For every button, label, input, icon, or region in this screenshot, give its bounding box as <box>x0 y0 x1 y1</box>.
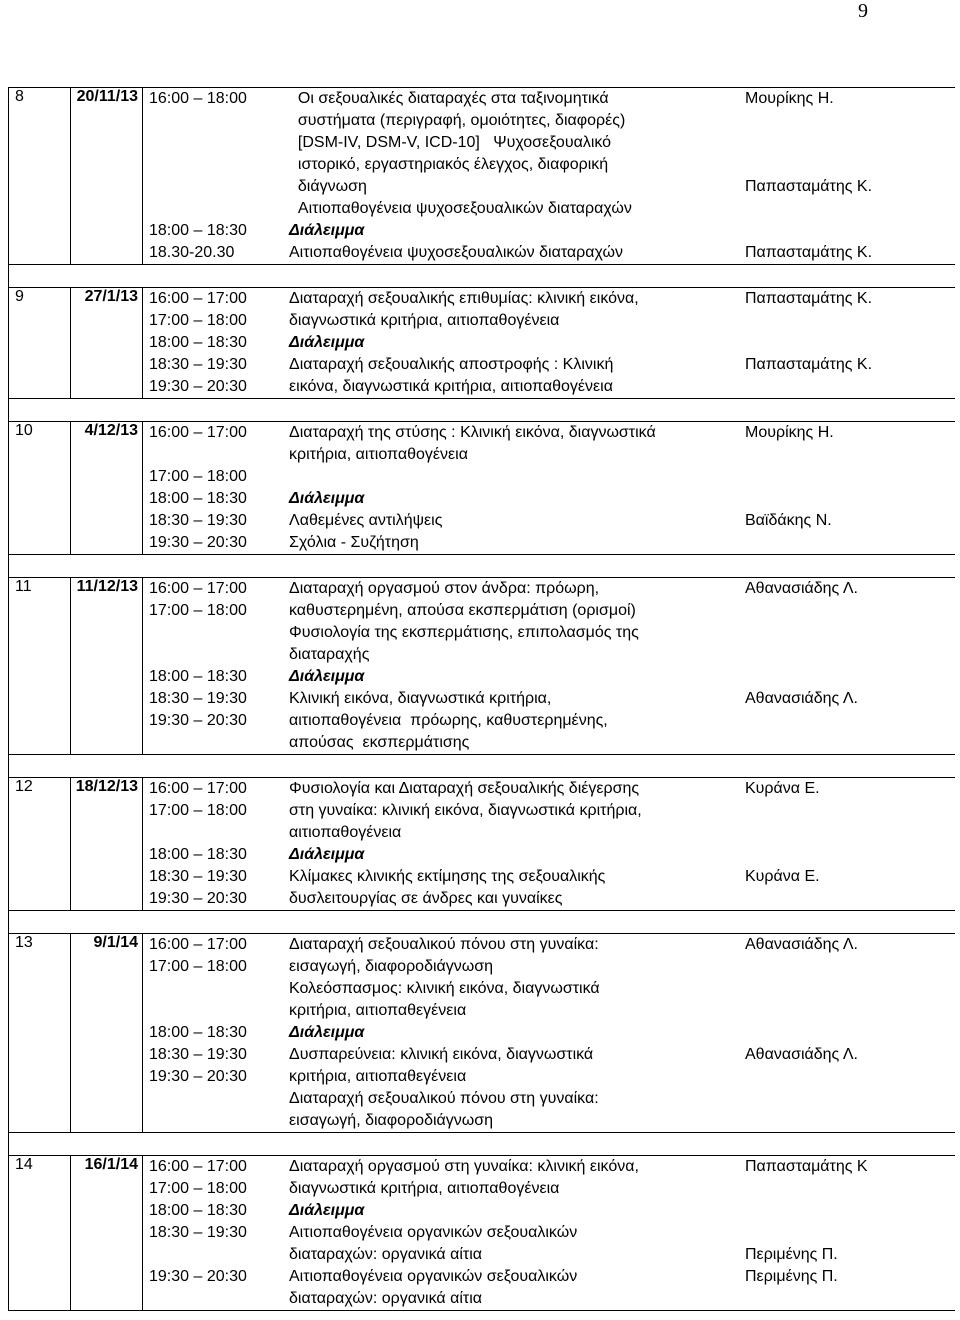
time-slot: 18:00 – 18:30 <box>149 222 247 239</box>
topic-text: Διαταραχή σεξουαλικής αποστροφής : Κλινική <box>289 356 614 373</box>
topic-text: κριτήρια, αιτιοπαθογένεια <box>289 446 468 463</box>
session-number: 10 <box>9 422 71 555</box>
schedule-line <box>143 444 955 466</box>
speaker-name <box>745 1000 955 1022</box>
time-slot: 18:00 – 18:30 <box>149 490 247 507</box>
schedule-line <box>143 466 955 488</box>
time-slot <box>143 1288 289 1310</box>
topic-text: Διαταραχή οργασμού στη γυναίκα: κλινική εικόνα, <box>289 1158 639 1175</box>
speaker-name: Παπασταμάτης Κ <box>745 1158 868 1175</box>
time-slot <box>143 1000 289 1022</box>
schedule-line <box>143 1244 955 1266</box>
schedule-line <box>143 1110 955 1132</box>
schedule-line <box>143 688 955 710</box>
topic-text: διαταραχών: οργανικά αίτια <box>289 1246 482 1263</box>
time-slot: 18:00 – 18:30 <box>149 334 247 351</box>
session-details <box>143 1156 955 1311</box>
time-slot: 18:30 – 19:30 <box>149 512 247 529</box>
row-separator-cell <box>9 399 955 422</box>
page-number: 9 <box>858 0 868 22</box>
speaker-name: Αθανασιάδης Λ. <box>745 1046 858 1063</box>
topic-text: Διαταραχή σεξουαλικού πόνου στη γυναίκα: <box>289 936 599 953</box>
speaker-name <box>745 1066 955 1088</box>
session-row <box>9 1156 955 1311</box>
session-row <box>9 778 955 911</box>
speaker-name <box>745 376 955 398</box>
session-details <box>143 578 955 755</box>
speaker-name <box>745 488 955 510</box>
schedule-line <box>143 1156 955 1178</box>
topic-text: απούσας εκσπερμάτισης <box>289 734 470 751</box>
row-separator <box>9 755 955 778</box>
speaker-name <box>745 732 955 754</box>
topic-text: ιστορικό, εργαστηριακός έλεγχος, διαφορική <box>289 156 609 173</box>
time-slot: 18:00 – 18:30 <box>149 846 247 863</box>
row-separator-cell <box>9 265 955 288</box>
session-date: 18/12/13 <box>71 778 143 911</box>
row-separator <box>9 1133 955 1156</box>
topic-text: αιτιοπαθογένεια πρόωρης, καθυστερημένης, <box>289 712 608 729</box>
schedule-line <box>143 800 955 822</box>
topic-text: Δυσπαρεύνεια: κλινική εικόνα, διαγνωστικά <box>289 1046 594 1063</box>
speaker-name <box>745 532 955 554</box>
speaker-name <box>745 822 955 844</box>
time-slot: 19:30 – 20:30 <box>149 378 247 395</box>
row-separator-cell <box>9 755 955 778</box>
topic-text: Λαθεμένες αντιλήψεις <box>289 512 443 529</box>
time-slot <box>143 1110 289 1132</box>
topic-text: Διάλειμμα <box>289 1202 365 1219</box>
schedule-line <box>143 888 955 910</box>
time-slot: 17:00 – 18:00 <box>149 802 247 819</box>
speaker-name <box>745 1200 955 1222</box>
row-separator-cell <box>9 555 955 578</box>
session-date: 27/1/13 <box>71 288 143 399</box>
topic-text: εισαγωγή, διαφοροδιάγνωση <box>289 958 494 975</box>
break-line <box>143 332 955 354</box>
break-line <box>143 666 955 688</box>
topic-text: Αιτιοπαθογένεια οργανικών σεξουαλικών <box>289 1224 578 1241</box>
time-slot: 16:00 – 18:00 <box>149 90 247 107</box>
topic-text: Διάλειμμα <box>289 846 365 863</box>
speaker-name <box>745 800 955 822</box>
time-slot <box>143 198 289 220</box>
topic-text: διάγνωση <box>289 178 367 195</box>
break-line <box>143 1022 955 1044</box>
time-slot: 18.30-20.30 <box>149 244 235 261</box>
session-number: 11 <box>9 578 71 755</box>
time-slot: 16:00 – 17:00 <box>149 290 247 307</box>
topic-text: δυσλειτουργίας σε άνδρες και γυναίκες <box>289 890 563 907</box>
topic-text: Φυσιολογία και Διαταραχή σεξουαλικής διέγερσης <box>289 780 640 797</box>
session-row <box>9 288 955 399</box>
schedule-line <box>143 600 955 622</box>
time-slot <box>143 644 289 666</box>
session-number: 14 <box>9 1156 71 1311</box>
schedule-line <box>143 822 955 844</box>
session-details <box>143 422 955 555</box>
speaker-name: Παπασταμάτης Κ. <box>745 356 873 373</box>
time-slot <box>143 1244 289 1266</box>
schedule-line <box>143 622 955 644</box>
speaker-name: Περιμένης Π. <box>745 1246 838 1263</box>
topic-text: Αιτιοπαθογένεια οργανικών σεξουαλικών <box>289 1268 578 1285</box>
time-slot: 18:30 – 19:30 <box>149 868 247 885</box>
topic-text: Διαταραχή σεξουαλικού πόνου στη γυναίκα: <box>289 1090 599 1107</box>
schedule-line <box>143 176 955 198</box>
speaker-name <box>745 1178 955 1200</box>
row-separator-cell <box>9 911 955 934</box>
session-number: 12 <box>9 778 71 911</box>
speaker-name <box>745 956 955 978</box>
row-separator <box>9 399 955 422</box>
speaker-name <box>745 600 955 622</box>
session-number: 8 <box>9 88 71 265</box>
time-slot: 16:00 – 17:00 <box>149 424 247 441</box>
speaker-name <box>745 444 955 466</box>
time-slot: 19:30 – 20:30 <box>149 1268 247 1285</box>
speaker-name <box>745 622 955 644</box>
topic-text: Διάλειμμα <box>289 668 365 685</box>
speaker-name: Παπασταμάτης Κ. <box>745 178 873 195</box>
schedule-line <box>143 578 955 600</box>
schedule-line <box>143 354 955 376</box>
topic-text: συστήματα (περιγραφή, ομοιότητες, διαφορές) <box>289 112 626 129</box>
row-separator <box>9 555 955 578</box>
time-slot <box>143 732 289 754</box>
topic-text: Σχόλια - Συζήτηση <box>289 534 419 551</box>
time-slot: 19:30 – 20:30 <box>149 712 247 729</box>
topic-text: Κλινική εικόνα, διαγνωστικά κριτήρια, <box>289 690 552 707</box>
schedule-line <box>143 644 955 666</box>
time-slot: 19:30 – 20:30 <box>149 1068 247 1085</box>
speaker-name: Παπασταμάτης Κ. <box>745 290 873 307</box>
speaker-name <box>745 710 955 732</box>
schedule-line <box>143 510 955 532</box>
time-slot: 16:00 – 17:00 <box>149 936 247 953</box>
topic-text: κριτήρια, αιτιοπαθεγένεια <box>289 1068 467 1085</box>
schedule-line <box>143 132 955 154</box>
speaker-name: Κυράνα Ε. <box>745 868 820 885</box>
schedule-line <box>143 110 955 132</box>
time-slot: 16:00 – 17:00 <box>149 580 247 597</box>
speaker-name: Αθανασιάδης Λ. <box>745 580 858 597</box>
topic-text: Διάλειμμα <box>289 1024 365 1041</box>
speaker-name: Κυράνα Ε. <box>745 780 820 797</box>
session-date: 9/1/14 <box>71 934 143 1133</box>
session-date: 4/12/13 <box>71 422 143 555</box>
topic-text: στη γυναίκα: κλινική εικόνα, διαγνωστικά κριτήρια, <box>289 802 642 819</box>
speaker-name <box>745 644 955 666</box>
time-slot: 16:00 – 17:00 <box>149 1158 247 1175</box>
topic-text: Διάλειμμα <box>289 222 365 239</box>
speaker-name: Μουρίκης Η. <box>745 424 834 441</box>
schedule-line <box>143 710 955 732</box>
speaker-name <box>745 1110 955 1132</box>
session-date: 16/1/14 <box>71 1156 143 1311</box>
topic-text: Οι σεξουαλικές διαταραχές στα ταξινομητικά <box>289 90 609 107</box>
time-slot: 17:00 – 18:00 <box>149 958 247 975</box>
speaker-name: Μουρίκης Η. <box>745 90 834 107</box>
time-slot: 17:00 – 18:00 <box>149 468 247 485</box>
session-row <box>9 422 955 555</box>
schedule-line <box>143 198 955 220</box>
topic-text: Διάλειμμα <box>289 334 365 351</box>
time-slot <box>143 176 289 198</box>
schedule-line <box>143 1266 955 1288</box>
time-slot <box>143 444 289 466</box>
topic-text: Αιτιοπαθογένεια ψυχοσεξουαλικών διαταραχών <box>289 200 632 217</box>
topic-text: διαταραχής <box>289 646 370 663</box>
time-slot: 18:00 – 18:30 <box>149 1202 247 1219</box>
time-slot: 18:30 – 19:30 <box>149 356 247 373</box>
speaker-name: Αθανασιάδης Λ. <box>745 936 858 953</box>
session-details <box>143 288 955 399</box>
time-slot: 17:00 – 18:00 <box>149 602 247 619</box>
speaker-name <box>745 110 955 132</box>
speaker-name <box>745 132 955 154</box>
speaker-name <box>745 888 955 910</box>
schedule-line <box>143 1178 955 1200</box>
speaker-name <box>745 310 955 332</box>
topic-text: διαταραχών: οργανικά αίτια <box>289 1290 482 1307</box>
time-slot <box>143 978 289 1000</box>
speaker-name: Βαϊδάκης Ν. <box>745 512 832 529</box>
session-row <box>9 88 955 265</box>
schedule-line <box>143 376 955 398</box>
schedule-line <box>143 934 955 956</box>
schedule-line <box>143 288 955 310</box>
schedule-line <box>143 1066 955 1088</box>
schedule-line <box>143 732 955 754</box>
schedule-line <box>143 422 955 444</box>
speaker-name: Περιμένης Π. <box>745 1268 838 1285</box>
session-details <box>143 88 955 265</box>
session-row <box>9 578 955 755</box>
speaker-name <box>745 978 955 1000</box>
schedule-line <box>143 1088 955 1110</box>
schedule-line <box>143 1222 955 1244</box>
schedule-line <box>143 1000 955 1022</box>
schedule-line <box>143 978 955 1000</box>
topic-text: [DSM-IV, DSM-V, ICD-10] Ψυχοσεξουαλικό <box>289 134 612 151</box>
row-separator <box>9 265 955 288</box>
time-slot: 18:30 – 19:30 <box>149 690 247 707</box>
schedule-line <box>143 532 955 554</box>
session-details <box>143 778 955 911</box>
schedule-line <box>143 88 955 110</box>
schedule-line <box>143 154 955 176</box>
time-slot: 18:00 – 18:30 <box>149 668 247 685</box>
speaker-name <box>745 220 955 242</box>
time-slot: 18:30 – 19:30 <box>149 1224 247 1241</box>
topic-text: Διάλειμμα <box>289 490 365 507</box>
break-line <box>143 220 955 242</box>
schedule-body <box>9 88 955 1311</box>
topic-text: Διαταραχή της στύσης : Κλινική εικόνα, διαγνωστικά <box>289 424 656 441</box>
speaker-name <box>745 1088 955 1110</box>
session-number: 13 <box>9 934 71 1133</box>
speaker-name <box>745 1288 955 1310</box>
schedule-line <box>143 1288 955 1310</box>
session-row <box>9 934 955 1133</box>
time-slot <box>143 154 289 176</box>
session-number: 9 <box>9 288 71 399</box>
topic-text: Κλίμακες κλινικής εκτίμησης της σεξουαλικής <box>289 868 606 885</box>
row-separator-cell <box>9 1133 955 1156</box>
topic-text: διαγνωστικά κριτήρια, αιτιοπαθογένεια <box>289 1180 560 1197</box>
time-slot: 17:00 – 18:00 <box>149 312 247 329</box>
topic-text: εικόνα, διαγνωστικά κριτήρια, αιτιοπαθογένεια <box>289 378 613 395</box>
schedule-table <box>8 87 955 1311</box>
speaker-name: Παπασταμάτης Κ. <box>745 244 873 261</box>
time-slot: 18:00 – 18:30 <box>149 1024 247 1041</box>
topic-text: εισαγωγή, διαφοροδιάγνωση <box>289 1112 494 1129</box>
topic-text: αιτιοπαθογένεια <box>289 824 402 841</box>
topic-text: Φυσιολογία της εκσπερμάτισης, επιπολασμός της <box>289 624 639 641</box>
time-slot: 19:30 – 20:30 <box>149 534 247 551</box>
topic-text: διαγνωστικά κριτήρια, αιτιοπαθογένεια <box>289 312 560 329</box>
break-line <box>143 488 955 510</box>
break-line <box>143 844 955 866</box>
time-slot <box>143 622 289 644</box>
topic-text: Διαταραχή οργασμού στον άνδρα: πρόωρη, <box>289 580 600 597</box>
speaker-name <box>745 466 955 488</box>
time-slot: 16:00 – 17:00 <box>149 780 247 797</box>
speaker-name <box>745 198 955 220</box>
topic-text: Διαταραχή σεξουαλικής επιθυμίας: κλινική εικόνα, <box>289 290 639 307</box>
speaker-name <box>745 666 955 688</box>
schedule-line <box>143 778 955 800</box>
break-line <box>143 1200 955 1222</box>
session-date: 11/12/13 <box>71 578 143 755</box>
time-slot <box>143 1088 289 1110</box>
row-separator <box>9 911 955 934</box>
time-slot <box>143 110 289 132</box>
time-slot: 19:30 – 20:30 <box>149 890 247 907</box>
session-details <box>143 934 955 1133</box>
topic-text: Αιτιοπαθογένεια ψυχοσεξουαλικών διαταραχών <box>289 244 623 261</box>
time-slot <box>143 132 289 154</box>
session-date: 20/11/13 <box>71 88 143 265</box>
schedule-line <box>143 310 955 332</box>
speaker-name: Αθανασιάδης Λ. <box>745 690 858 707</box>
schedule-line <box>143 956 955 978</box>
speaker-name <box>745 1222 955 1244</box>
time-slot: 17:00 – 18:00 <box>149 1180 247 1197</box>
topic-text: Κολεόσπασμος: κλινική εικόνα, διαγνωστικά <box>289 980 600 997</box>
topic-text: καθυστερημένη, απούσα εκσπερμάτιση (ορισμοί) <box>289 602 636 619</box>
schedule-line <box>143 866 955 888</box>
speaker-name <box>745 1022 955 1044</box>
time-slot <box>143 822 289 844</box>
speaker-name <box>745 154 955 176</box>
schedule-line <box>143 1044 955 1066</box>
speaker-name <box>745 844 955 866</box>
speaker-name <box>745 332 955 354</box>
topic-text <box>289 466 745 488</box>
time-slot: 18:30 – 19:30 <box>149 1046 247 1063</box>
topic-text: κριτήρια, αιτιοπαθεγένεια <box>289 1002 467 1019</box>
schedule-line <box>143 242 955 264</box>
